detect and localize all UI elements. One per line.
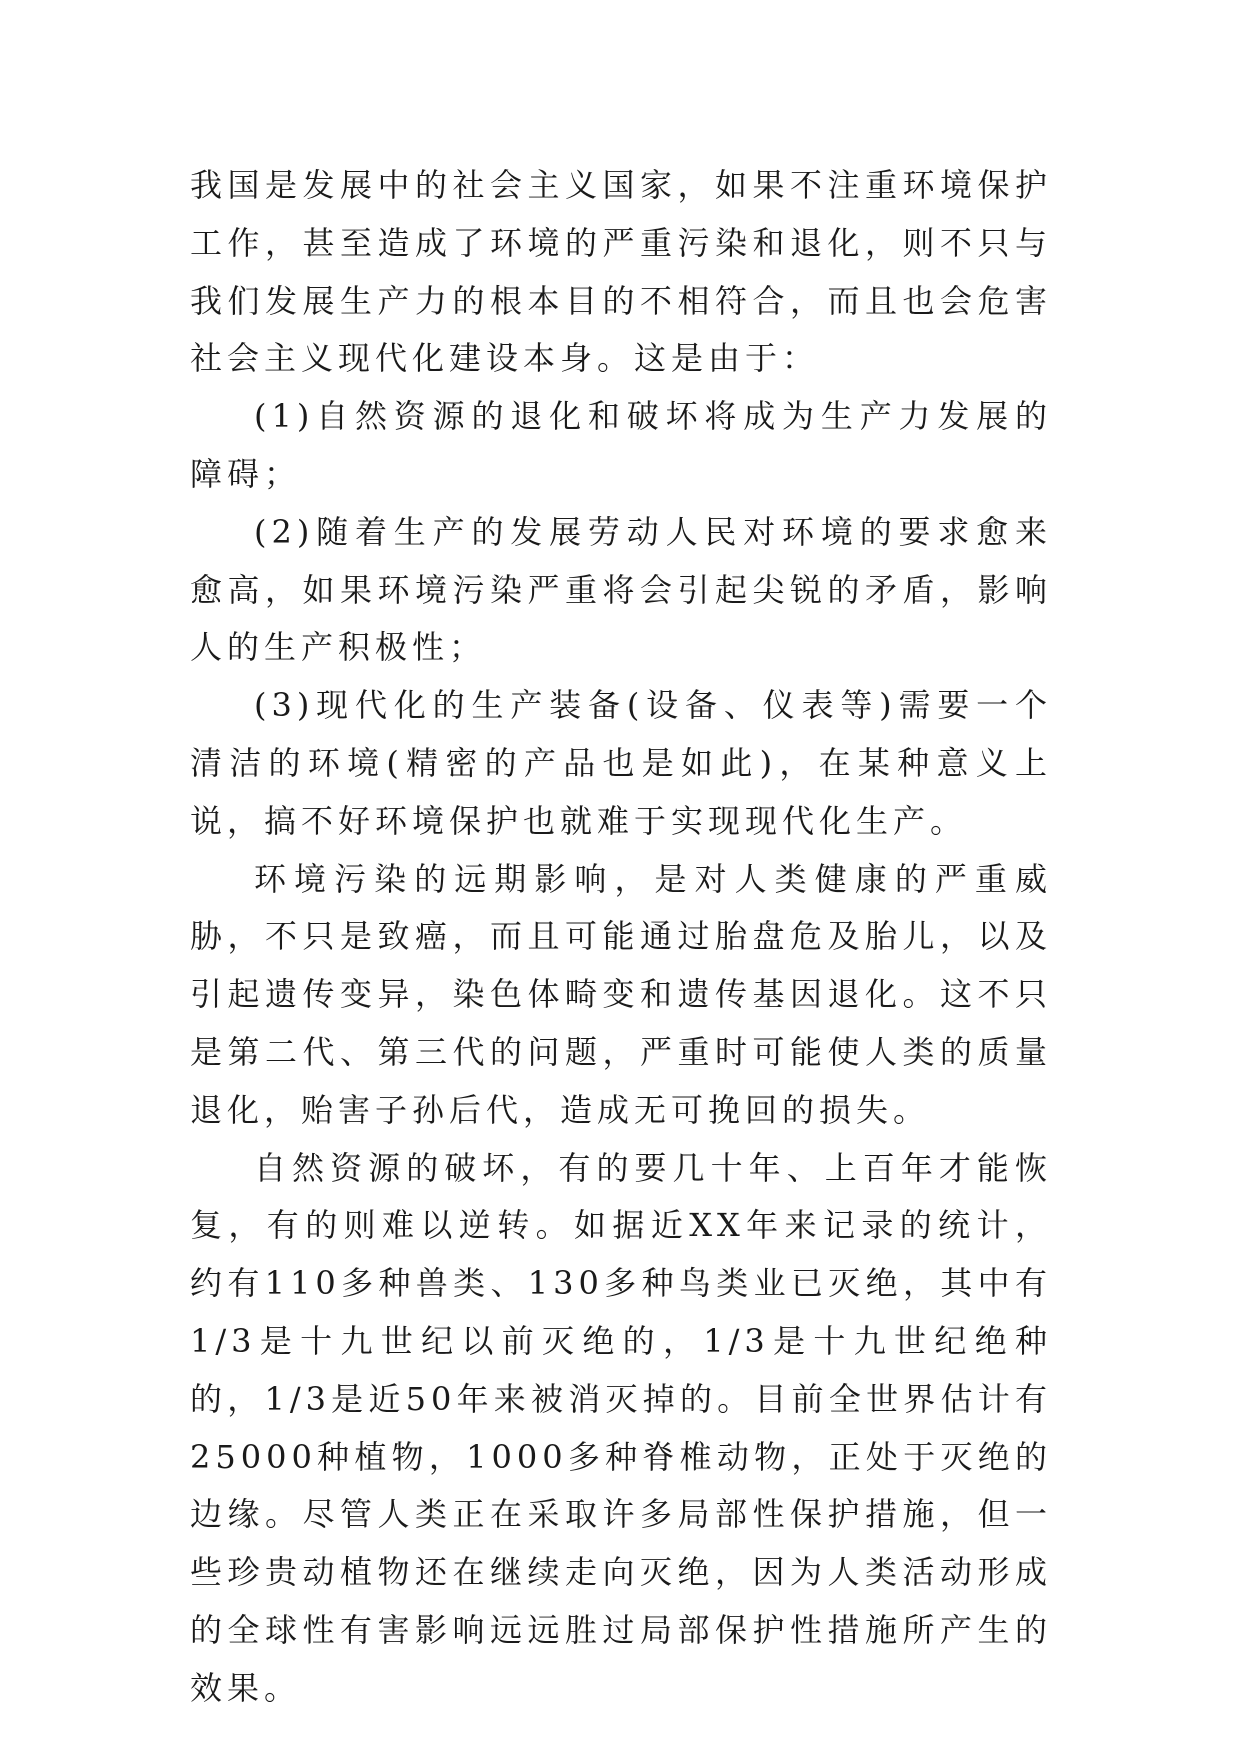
document-body <box>190 157 1052 1718</box>
paragraph-item-1: (1)自然资源的退化和破坏将成为生产力发展的障碍； <box>190 397 1052 493</box>
paragraph-item-2: (2)随着生产的发展劳动人民对环境的要求愈来愈高，如果环境污染严重将会引起尖锐的矛盾，影响人的生产积极性； <box>190 512 1052 667</box>
paragraph-item-3: (3)现代化的生产装备(设备、仪表等)需要一个清洁的环境(精密的产品也是如此)，在某种意义上说，搞不好环境保护也就难于实现现代化生产。 <box>190 686 1052 840</box>
paragraph-intro: 我国是发展中的社会主义国家，如果不注重环境保护工作，甚至造成了环境的严重污染和退化，则不只与我们发展生产力的根本目的不相符合，而且也会危害社会主义现代化建设本身。这是由于： <box>190 166 1052 378</box>
paragraph-resource-destruction: 自然资源的破坏，有的要几十年、上百年才能恢复，有的则难以逆转。如据近XX年来记录的统计，约有110多种兽类、130多种鸟类业已灭绝，其中有1/3是十九世纪以前灭绝的，1/3是十九世纪绝种的，1/3是近50年来被消灭掉的。目前全世界估计有25000种植物，1000多种脊椎动物，正处于灭绝的边缘。尽管人类正在采取许多局部性保护措施，但一些珍贵动植物还在继续走向灭绝，因为人类活动形成的全球性有害影响远远胜过局部保护性措施所产生的效果。 <box>190 1148 1052 1707</box>
paragraph-long-term-effects: 环境污染的远期影响，是对人类健康的严重威胁，不只是致癌，而且可能通过胎盘危及胎儿，以及引起遗传变异，染色体畸变和遗传基因退化。这不只是第二代、第三代的问题，严重时可能使人类的质量退化，贻害子孙后代，造成无可挽回的损失。 <box>190 859 1052 1129</box>
